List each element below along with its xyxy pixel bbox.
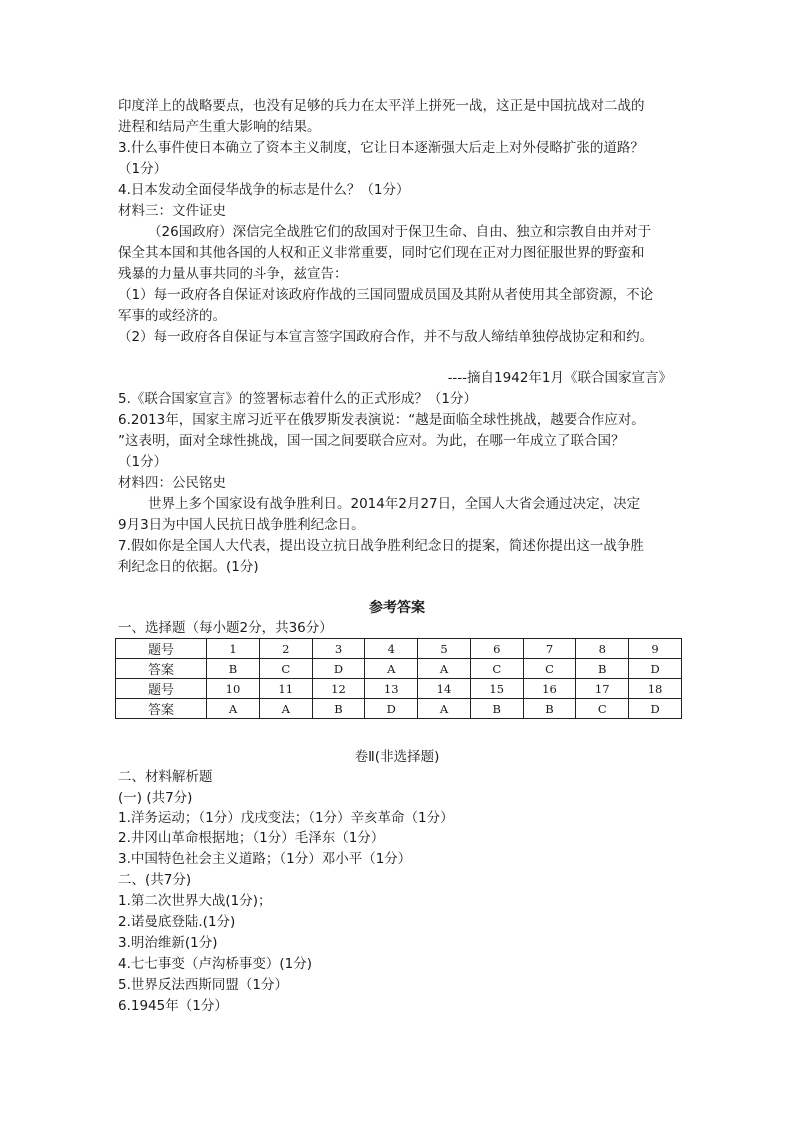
table-cell: 17 <box>576 679 629 699</box>
question-7: 7.假如你是全国人大代表，提出设立抗日战争胜利纪念日的提案，简述你提出这一战争胜 <box>118 538 644 554</box>
table-cell: C <box>470 659 523 679</box>
answer-line: 2.诺曼底登陆.(1分) <box>118 914 236 930</box>
table-cell: 13 <box>365 679 418 699</box>
table-cell: A <box>418 699 471 719</box>
table-cell: B <box>523 699 576 719</box>
answer-table <box>115 638 682 719</box>
paragraph-line: 印度洋上的战略要点，也没有足够的兵力在太平洋上拼死一战，这正是中国抗战对二战的 <box>118 98 645 114</box>
part-2-heading: 二、(共7分) <box>118 872 192 888</box>
row-header: 答案 <box>116 659 207 679</box>
table-cell: 3 <box>312 639 365 659</box>
table-cell: A <box>418 659 471 679</box>
question-4: 4.日本发动全面侵华战争的标志是什么？（1分） <box>118 182 410 198</box>
table-cell: 2 <box>259 639 312 659</box>
table-cell: 9 <box>629 639 682 659</box>
table-cell: A <box>207 699 260 719</box>
table-cell: B <box>470 699 523 719</box>
question-3: 3.什么事件使日本确立了资本主义制度，它让日本逐渐强大后走上对外侵略扩张的道路？ <box>118 140 644 156</box>
table-cell: 5 <box>418 639 471 659</box>
table-cell: C <box>523 659 576 679</box>
material-3-text: 残暴的力量从事共同的斗争，兹宣告： <box>118 266 348 282</box>
question-6: ”这表明，面对全球性挑战，国一国之间要联合应对。为此，在哪一年成立了联合国？ <box>118 433 625 449</box>
table-cell: 4 <box>365 639 418 659</box>
section-1-heading: 一、选择题（每小题2分，共36分） <box>118 620 333 636</box>
table-cell: C <box>576 699 629 719</box>
table-cell: D <box>312 659 365 679</box>
row-header: 题号 <box>116 679 207 699</box>
table-cell: 14 <box>418 679 471 699</box>
answer-line: 2.井冈山革命根据地；（1分）毛泽东（1分） <box>118 830 385 846</box>
table-cell: 10 <box>207 679 260 699</box>
table-row <box>116 699 682 719</box>
juan-2-heading: 卷Ⅱ(非选择题) <box>354 749 440 765</box>
table-cell: 18 <box>629 679 682 699</box>
part-1-heading: (一) (共7分) <box>118 790 193 806</box>
answer-line: 4.七七事变（卢沟桥事变）(1分) <box>118 956 313 972</box>
table-cell: 15 <box>470 679 523 699</box>
question-6: 6.2013年，国家主席习近平在俄罗斯发表演说：“越是面临全球性挑战，越要合作应对。 <box>118 412 645 428</box>
answer-line: 5.世界反法西斯同盟（1分） <box>118 977 288 993</box>
answer-line: 3.中国特色社会主义道路；（1分）邓小平（1分） <box>118 851 412 867</box>
table-cell: 16 <box>523 679 576 699</box>
answer-line: 1.洋务运动；（1分）戊戌变法；（1分）辛亥革命（1分） <box>118 810 454 826</box>
material-3-text: （2）每一政府各自保证与本宣言签字国政府合作，并不与敌人缔结单独停战协定和和约。 <box>118 329 654 345</box>
answer-line: 6.1945年（1分） <box>118 998 228 1014</box>
paragraph-line: 进程和结局产生重大影响的结果。 <box>118 119 321 135</box>
material-4-text: 世界上多个国家设有战争胜利日。2014年2月27日，全国人大省会通过决定，决定 <box>148 496 641 512</box>
table-row <box>116 639 682 659</box>
material-3-text: （26国政府）深信完全战胜它们的敌国对于保卫生命、自由、独立和宗教自由并对于 <box>148 224 652 240</box>
material-4-text: 9月3日为中国人民抗日战争胜利纪念日。 <box>118 517 365 533</box>
table-cell: B <box>207 659 260 679</box>
table-cell: 11 <box>259 679 312 699</box>
table-cell: 8 <box>576 639 629 659</box>
answer-line: 3.明治维新(1分) <box>118 935 218 951</box>
table-cell: A <box>365 659 418 679</box>
table-cell: D <box>629 659 682 679</box>
question-3-score: （1分） <box>118 161 168 177</box>
table-row <box>116 679 682 699</box>
table-cell: B <box>576 659 629 679</box>
table-cell: A <box>259 699 312 719</box>
material-3-text: 保全其本国和其他各国的人权和正义非常重要，同时它们现在正对力图征服世界的野蛮和 <box>118 245 645 261</box>
material-3-text: （1）每一政府各自保证对该政府作战的三国同盟成员国及其附从者使用其全部资源，不论 <box>118 287 654 303</box>
material-3-source: ----摘自1942年1月《联合国家宣言》 <box>447 370 672 386</box>
question-5: 5.《联合国家宣言》的签署标志着什么的正式形成？（1分） <box>118 391 477 407</box>
row-header: 答案 <box>116 699 207 719</box>
table-cell: B <box>312 699 365 719</box>
section-2-heading: 二、材料解析题 <box>118 769 213 785</box>
table-cell: C <box>259 659 312 679</box>
material-4-heading: 材料四：公民铭史 <box>118 475 226 491</box>
table-cell: 7 <box>523 639 576 659</box>
table-cell: D <box>365 699 418 719</box>
material-3-heading: 材料三：文件证史 <box>118 203 226 219</box>
question-6-score: （1分） <box>118 454 168 470</box>
table-cell: 1 <box>207 639 260 659</box>
answers-title: 参考答案 <box>369 600 425 616</box>
material-3-text: 军事的或经济的。 <box>118 308 226 324</box>
question-7: 利纪念日的依据。(1分) <box>118 559 259 575</box>
table-row <box>116 659 682 679</box>
row-header: 题号 <box>116 639 207 659</box>
table-cell: D <box>629 699 682 719</box>
table-cell: 12 <box>312 679 365 699</box>
answer-line: 1.第二次世界大战(1分)； <box>118 893 272 909</box>
table-cell: 6 <box>470 639 523 659</box>
